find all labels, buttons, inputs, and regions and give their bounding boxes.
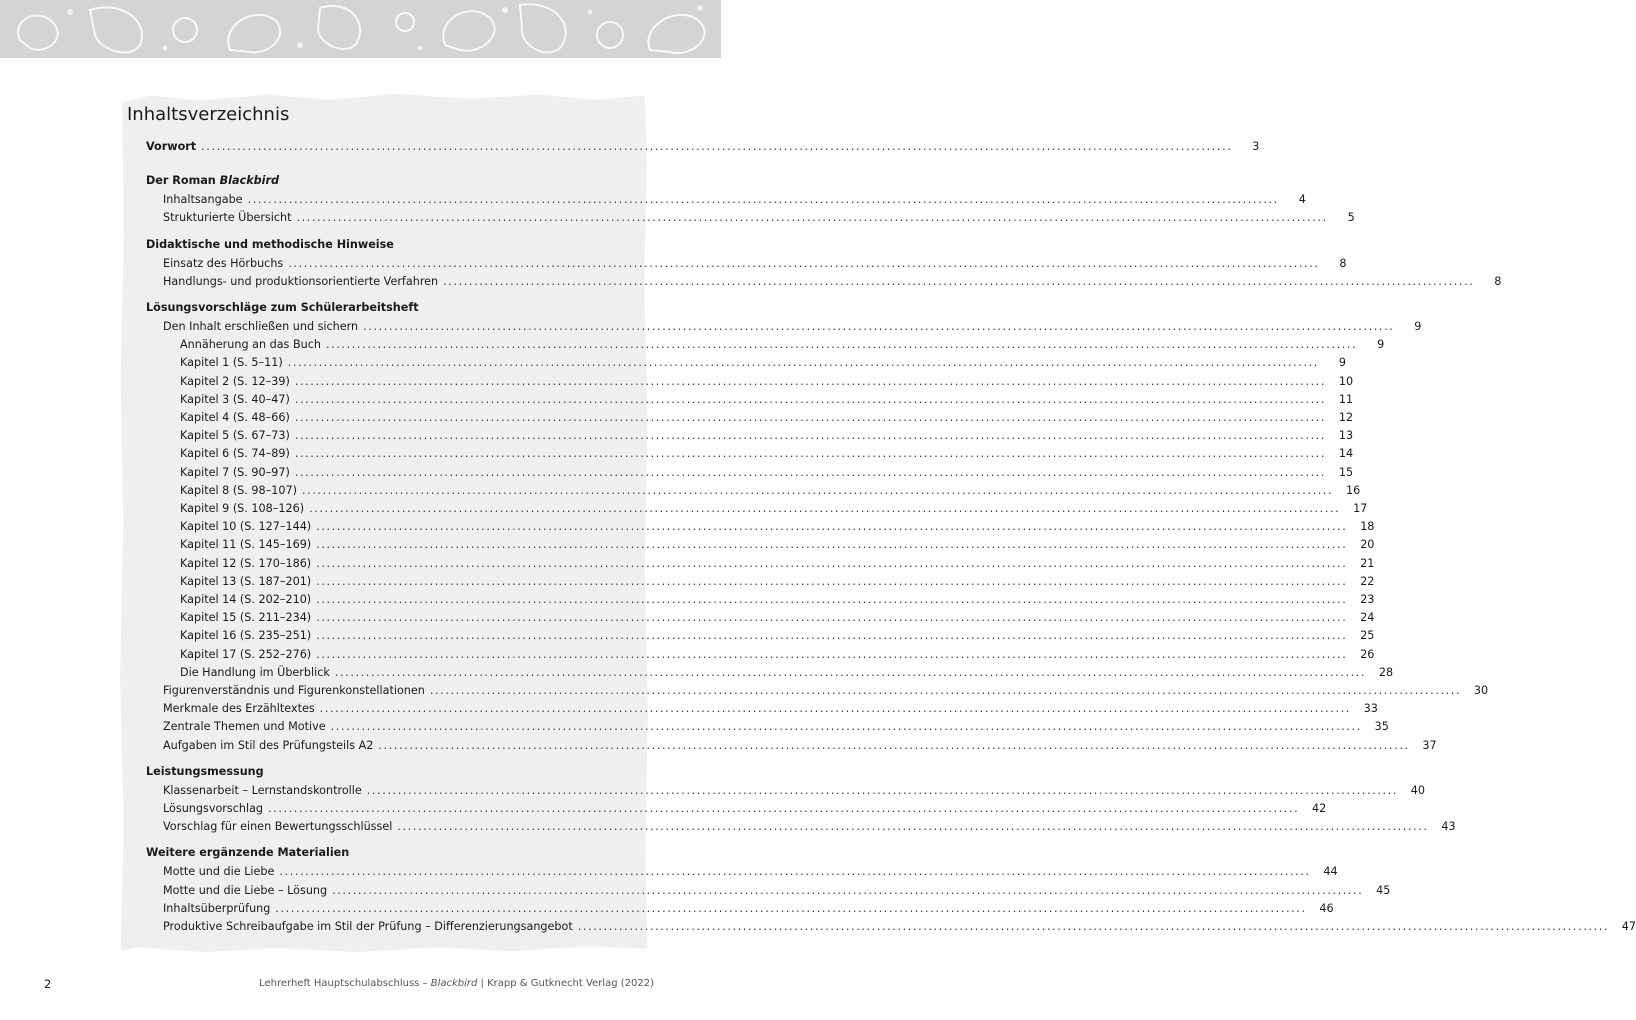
- dot-leader: ........................................................................................................................................................................................................: [319, 702, 1351, 716]
- toc-entry-label: Vorschlag für einen Bewertungsschlüssel: [163, 820, 393, 834]
- toc-entry-page: 13: [1338, 429, 1354, 443]
- toc-entry[interactable]: [180, 337, 1385, 353]
- toc-section-heading: [146, 764, 264, 780]
- toc-entry[interactable]: [163, 256, 1347, 272]
- toc-entry-page: 26: [1360, 647, 1375, 661]
- toc-entry[interactable]: [180, 465, 1354, 481]
- toc-entry[interactable]: [163, 701, 1378, 717]
- toc-entry[interactable]: [180, 537, 1375, 553]
- toc-entry-page: 10: [1338, 374, 1354, 388]
- toc-entry-page: 23: [1360, 593, 1375, 606]
- toc-entry-page: 9: [1414, 320, 1422, 333]
- toc-entry-label: Kapitel 13 (S. 187–201): [180, 574, 312, 588]
- toc-entry[interactable]: [180, 392, 1354, 408]
- toc-entry-page: 20: [1360, 538, 1375, 552]
- toc-entry-label: Kapitel 16 (S. 235–251): [180, 629, 312, 643]
- toc-entry-page: 21: [1360, 556, 1375, 570]
- toc-entry[interactable]: [180, 610, 1375, 626]
- toc-entry-label: Strukturierte Übersicht: [163, 211, 292, 225]
- dot-leader: ........................................................................................................................................................................................................: [279, 865, 1311, 879]
- toc-entry-page: 17: [1353, 502, 1368, 515]
- dot-leader: ........................................................................................................................................................................................................: [366, 783, 1399, 797]
- toc-heading-label: Didaktische und methodische Hinweise: [146, 237, 394, 251]
- toc-entry-label: Einsatz des Hörbuchs: [163, 256, 284, 270]
- toc-heading-label: Leistungsmessung: [146, 764, 264, 778]
- toc-entry-page: 28: [1378, 665, 1394, 679]
- toc-entry-label: Kapitel 14 (S. 202–210): [180, 593, 312, 606]
- dot-leader: ........................................................................................................................................................................................................: [288, 256, 1320, 270]
- toc-entry-page: 18: [1360, 520, 1375, 534]
- toc-entry-label: Kapitel 5 (S. 67–73): [180, 429, 290, 443]
- toc-entry[interactable]: [163, 192, 1306, 208]
- toc-entry-page: 8: [1339, 256, 1347, 270]
- dot-leader: ........................................................................................................................................................................................................: [332, 883, 1364, 897]
- toc-entry[interactable]: [180, 355, 1346, 371]
- dot-leader: ........................................................................................................................................................................................................: [294, 465, 1327, 479]
- toc-entry-label: Kapitel 9 (S. 108–126): [180, 502, 305, 515]
- dot-leader: ........................................................................................................................................................................................................: [316, 629, 1348, 643]
- toc-entry-label: Annäherung an das Buch: [180, 338, 321, 352]
- toc-entry-label: Kapitel 4 (S. 48–66): [180, 411, 290, 424]
- dot-leader: ........................................................................................................................................................................................................: [325, 338, 1358, 352]
- dot-leader: ........................................................................................................................................................................................................: [316, 647, 1348, 661]
- dot-leader: ........................................................................................................................................................................................................: [316, 538, 1348, 552]
- toc-entry[interactable]: [180, 519, 1375, 535]
- page-number: 2: [44, 977, 52, 991]
- toc-entry[interactable]: [146, 139, 1260, 155]
- toc-entry-page: 14: [1338, 447, 1354, 461]
- toc-entry[interactable]: [180, 665, 1394, 681]
- toc-entry-page: 46: [1319, 901, 1334, 915]
- toc-entry-label: Kapitel 11 (S. 145–169): [180, 538, 312, 552]
- toc-section-heading: [146, 237, 394, 253]
- toc-entry-label: Kapitel 17 (S. 252–276): [180, 647, 312, 661]
- dot-leader: ........................................................................................................................................................................................................: [330, 720, 1362, 734]
- toc-entry[interactable]: [163, 738, 1437, 754]
- dot-leader: ........................................................................................................................................................................................................: [316, 611, 1348, 625]
- toc-entry[interactable]: [163, 801, 1327, 817]
- dot-leader: ........................................................................................................................................................................................................: [301, 483, 1334, 497]
- toc-entry[interactable]: [163, 783, 1426, 799]
- toc-entry-label: Kapitel 1 (S. 5–11): [180, 356, 283, 370]
- dot-leader: ........................................................................................................................................................................................................: [443, 274, 1475, 288]
- toc-entry-page: 22: [1360, 574, 1375, 588]
- footer-text-after: | Krapp & Gutknecht Verlag (2022): [477, 978, 654, 989]
- dot-leader: ........................................................................................................................................................................................................: [294, 411, 1327, 424]
- toc-entry-label: Figurenverständnis und Figurenkonstellationen: [163, 684, 425, 697]
- toc-entry[interactable]: [180, 628, 1375, 644]
- dot-leader: ........................................................................................................................................................................................................: [316, 520, 1348, 534]
- toc-entry-label: Kapitel 3 (S. 40–47): [180, 392, 290, 406]
- toc-entry-page: 47: [1621, 920, 1636, 933]
- toc-entry-label: Kapitel 2 (S. 12–39): [180, 374, 290, 388]
- toc-entry-page: 44: [1323, 865, 1338, 879]
- dot-leader: ........................................................................................................................................................................................................: [294, 392, 1327, 406]
- dot-leader: ........................................................................................................................................................................................................: [268, 802, 1300, 815]
- toc-entry-label: Inhaltsangabe: [163, 193, 243, 207]
- toc-entry[interactable]: [163, 274, 1502, 290]
- toc-entry-label: Kapitel 10 (S. 127–144): [180, 520, 312, 534]
- toc-entry[interactable]: [180, 592, 1375, 608]
- toc-heading-label: Lösungsvorschläge zum Schülerarbeitsheft: [146, 301, 419, 314]
- toc-entry-page: 25: [1360, 629, 1375, 643]
- toc-entry-page: 9: [1338, 356, 1346, 370]
- toc-entry-page: 33: [1363, 702, 1378, 716]
- toc-entry[interactable]: [163, 210, 1355, 226]
- toc-entry-page: 24: [1360, 611, 1375, 625]
- dot-leader: ........................................................................................................................................................................................................: [363, 320, 1395, 333]
- toc-entry[interactable]: [180, 574, 1375, 590]
- toc-entry[interactable]: [180, 374, 1354, 390]
- paisley-pattern: [0, 0, 721, 58]
- toc-entry[interactable]: [163, 683, 1489, 699]
- toc-entry-page: 42: [1312, 802, 1327, 815]
- toc-entry[interactable]: [180, 428, 1354, 444]
- dot-leader: ........................................................................................................................................................................................................: [316, 574, 1348, 588]
- toc-entry-label: Handlungs- und produktionsorientierte Verfahren: [163, 274, 439, 288]
- toc-entry-label: Den Inhalt erschließen und sichern: [163, 320, 359, 333]
- toc-entry-page: 5: [1347, 211, 1355, 225]
- toc-entry[interactable]: [180, 501, 1368, 517]
- dot-leader: ........................................................................................................................................................................................................: [287, 356, 1319, 370]
- toc-entry[interactable]: [180, 446, 1354, 462]
- footer-credit: [259, 978, 654, 989]
- dot-leader: ........................................................................................................................................................................................................: [397, 820, 1429, 834]
- toc-section-heading: [146, 845, 349, 861]
- toc-entry[interactable]: [163, 883, 1391, 899]
- toc-heading-italic: Blackbird: [219, 174, 280, 188]
- toc-entry[interactable]: [163, 901, 1334, 917]
- toc-entry-label: Kapitel 7 (S. 90–97): [180, 465, 290, 479]
- toc-entry[interactable]: [180, 556, 1375, 572]
- page-title: Inhaltsverzeichnis: [127, 104, 290, 125]
- toc-entry[interactable]: [180, 647, 1375, 663]
- toc-entry-label: Motte und die Liebe – Lösung: [163, 883, 328, 897]
- toc-entry-page: 4: [1298, 193, 1306, 207]
- toc-entry-page: 3: [1252, 140, 1260, 153]
- toc-heading-label: Weitere ergänzende Materialien: [146, 846, 350, 860]
- toc-entry-page: 15: [1338, 465, 1354, 479]
- footer-text-title: Blackbird: [430, 978, 478, 989]
- toc-entry-label: Inhaltsüberprüfung: [163, 901, 271, 915]
- toc-entry-label: Produktive Schreibaufgabe im Stil der Prüfung – Differenzierungsangebot: [163, 920, 573, 933]
- toc-entry-label: Motte und die Liebe: [163, 865, 275, 879]
- toc-entry-label: Kapitel 12 (S. 170–186): [180, 556, 312, 570]
- toc-entry-page: 30: [1473, 684, 1489, 697]
- toc-section-heading: [146, 173, 279, 189]
- dot-leader: ........................................................................................................................................................................................................: [294, 447, 1327, 461]
- dot-leader: ........................................................................................................................................................................................................: [294, 374, 1327, 388]
- toc-entry[interactable]: [163, 719, 1389, 735]
- toc-entry-label: Aufgaben im Stil des Prüfungsteils A2: [163, 738, 374, 752]
- dot-leader: ........................................................................................................................................................................................................: [378, 738, 1410, 752]
- dot-leader: ........................................................................................................................................................................................................: [247, 193, 1279, 207]
- dot-leader: ........................................................................................................................................................................................................: [275, 901, 1307, 915]
- toc-entry-page: 12: [1338, 411, 1354, 424]
- toc-entry[interactable]: [180, 483, 1361, 499]
- toc-section-heading: [146, 300, 419, 316]
- dot-leader: ........................................................................................................................................................................................................: [316, 593, 1348, 606]
- toc-entry-label: Kapitel 8 (S. 98–107): [180, 483, 297, 497]
- dot-leader: ........................................................................................................................................................................................................: [309, 502, 1341, 515]
- toc-entry-page: 9: [1377, 338, 1385, 352]
- toc-entry-label: Lösungsvorschlag: [163, 802, 264, 815]
- toc-entry-page: 43: [1441, 820, 1456, 834]
- footer-text-before: Lehrerheft Hauptschulabschluss –: [259, 978, 431, 989]
- toc-entry-page: 37: [1422, 738, 1437, 752]
- toc-entry[interactable]: [163, 919, 1636, 935]
- toc-entry-page: 11: [1338, 392, 1354, 406]
- toc-entry-page: 45: [1376, 883, 1391, 897]
- toc-entry[interactable]: [180, 410, 1354, 426]
- dot-leader: ........................................................................................................................................................................................................: [334, 665, 1367, 679]
- toc-entry[interactable]: [163, 819, 1456, 835]
- toc-entry-label: Kapitel 15 (S. 211–234): [180, 611, 312, 625]
- toc-entry-label: Zentrale Themen und Motive: [163, 720, 326, 734]
- toc-entry-label: Vorwort: [146, 140, 197, 153]
- toc-entry-label: Kapitel 6 (S. 74–89): [180, 447, 290, 461]
- dot-leader: ........................................................................................................................................................................................................: [296, 211, 1328, 225]
- toc-heading-label: Der Roman: [146, 174, 220, 188]
- dot-leader: ........................................................................................................................................................................................................: [577, 920, 1610, 933]
- toc-entry-label: Merkmale des Erzähltextes: [163, 702, 315, 716]
- toc-entry-label: Die Handlung im Überblick: [180, 665, 330, 679]
- dot-leader: ........................................................................................................................................................................................................: [294, 429, 1327, 443]
- dot-leader: ........................................................................................................................................................................................................: [316, 556, 1348, 570]
- toc-entry-page: 35: [1374, 720, 1389, 734]
- toc-entry[interactable]: [163, 319, 1422, 335]
- toc-entry-page: 40: [1410, 783, 1426, 797]
- toc-entry-label: Klassenarbeit – Lernstandskontrolle: [163, 783, 362, 797]
- toc-entry-page: 16: [1345, 483, 1361, 497]
- dot-leader: ........................................................................................................................................................................................................: [201, 140, 1233, 153]
- toc-entry[interactable]: [163, 864, 1338, 880]
- toc-entry-page: 8: [1494, 274, 1502, 288]
- dot-leader: ........................................................................................................................................................................................................: [429, 684, 1462, 697]
- decorative-paisley-banner: [0, 0, 721, 58]
